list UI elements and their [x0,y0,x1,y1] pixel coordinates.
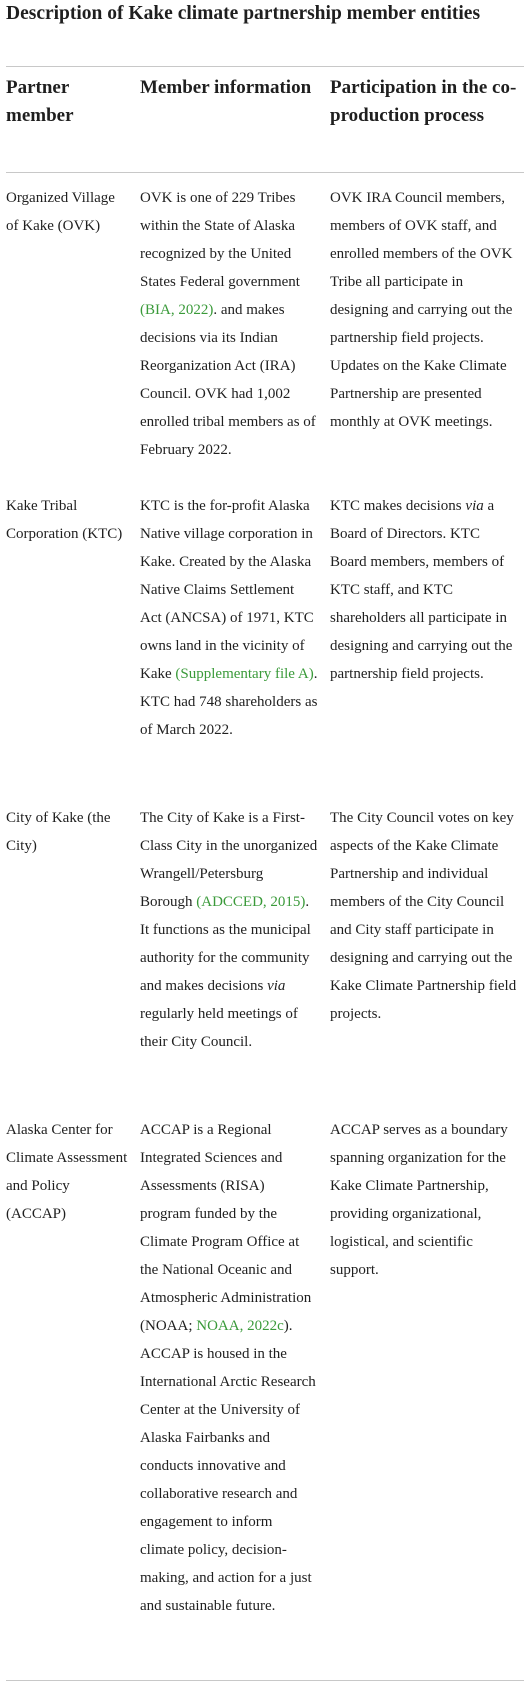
table-title: Description of Kake climate partnership member entities [6,3,481,24]
table-row-accap-partner: Alaska Center for Climate Assessment and Policy (ACCAP) [6,1122,128,1222]
table-row-city-info [140,804,318,1056]
header-participation: Participation in the co-production process [330,77,517,126]
info-text: The City of Kake is a First-Class City in the unorganized Wrangell/Petersburg Borough [140,810,318,910]
participation-text: ACCAP serves as a boundary spanning organization for the Kake Climate Partnership, providing organizational, logistical, and scientific support. [330,1122,508,1278]
info-text: . KTC had 748 shareholders as of March 2022. [140,666,318,738]
table-row-accap-info [140,1116,318,1620]
table-row-ovk-info [140,184,318,464]
header-bottom-rule [6,172,524,173]
table-row-ktc-partner: Kake Tribal Corporation (KTC) [6,498,123,542]
header-top-rule [6,66,524,67]
info-text: . It functions as the municipal authority for the community and makes decisions [140,894,311,994]
citation-link-noaa[interactable]: NOAA, 2022c [196,1318,284,1334]
info-text: regularly held meetings of their City Council. [140,1006,298,1050]
table-row-city-partner: City of Kake (the City) [6,810,111,854]
info-text: KTC is the for-profit Alaska Native village corporation in Kake. Created by the Alaska Native Claims Settlement Act (ANCSA) of 1971, KTC owns land in the vicinity of Kake [140,498,314,682]
citation-link-adcced[interactable]: (ADCCED, 2015) [196,894,306,910]
info-text: ). ACCAP is housed in the International Arctic Research Center at the University of Alaska Fairbanks and conducts innovative and collaborative research and engagement to inform climate policy, decision-making, and action for a just and sustainable future. [140,1318,316,1614]
header-partner-member: Partner member [6,77,74,126]
header-member-information: Member information [140,77,312,98]
table-row-ktc-info [140,492,318,744]
participation-text: The City Council votes on key aspects of the Kake Climate Partnership and individual members of the City Council and City staff participate in designing and carrying out the Kake Climate Partnership field projects. [330,810,517,1022]
table-bottom-rule [6,1680,524,1681]
participation-emphasis: via [465,498,484,514]
table-row-city-participation [330,804,520,1028]
participation-text: OVK IRA Council members, members of OVK staff, and enrolled members of the OVK Tribe all participate in designing and carrying out the partnership field projects. Updates on the Kake Climate Partnership are presented monthly at OVK meetings. [330,190,513,430]
participation-text: KTC makes decisions [330,498,466,514]
table-row-ovk-participation [330,184,520,436]
info-text: ACCAP is a Regional Integrated Sciences and Assessments (RISA) program funded by the Climate Program Office at the National Oceanic and Atmospheric Administration (NOAA; [140,1122,312,1334]
table-row-ovk-partner: Organized Village of Kake (OVK) [6,190,115,234]
table-row-accap-participation [330,1116,520,1284]
citation-link-bia[interactable]: (BIA, 2022) [140,302,214,318]
table-row-ktc-participation [330,492,520,688]
info-emphasis: via [267,978,286,994]
info-text: OVK is one of 229 Tribes within the State of Alaska recognized by the United States Federal government [140,190,300,290]
citation-link-supplementary[interactable]: (Supplementary file A) [175,666,314,682]
info-text: . and makes decisions via its Indian Reorganization Act (IRA) Council. OVK had 1,002 enrolled tribal members as of February 2022. [140,302,316,458]
participation-text: a Board of Directors. KTC Board members, members of KTC staff, and KTC shareholders all participate in designing and carrying out the partnership field projects. [330,498,513,682]
